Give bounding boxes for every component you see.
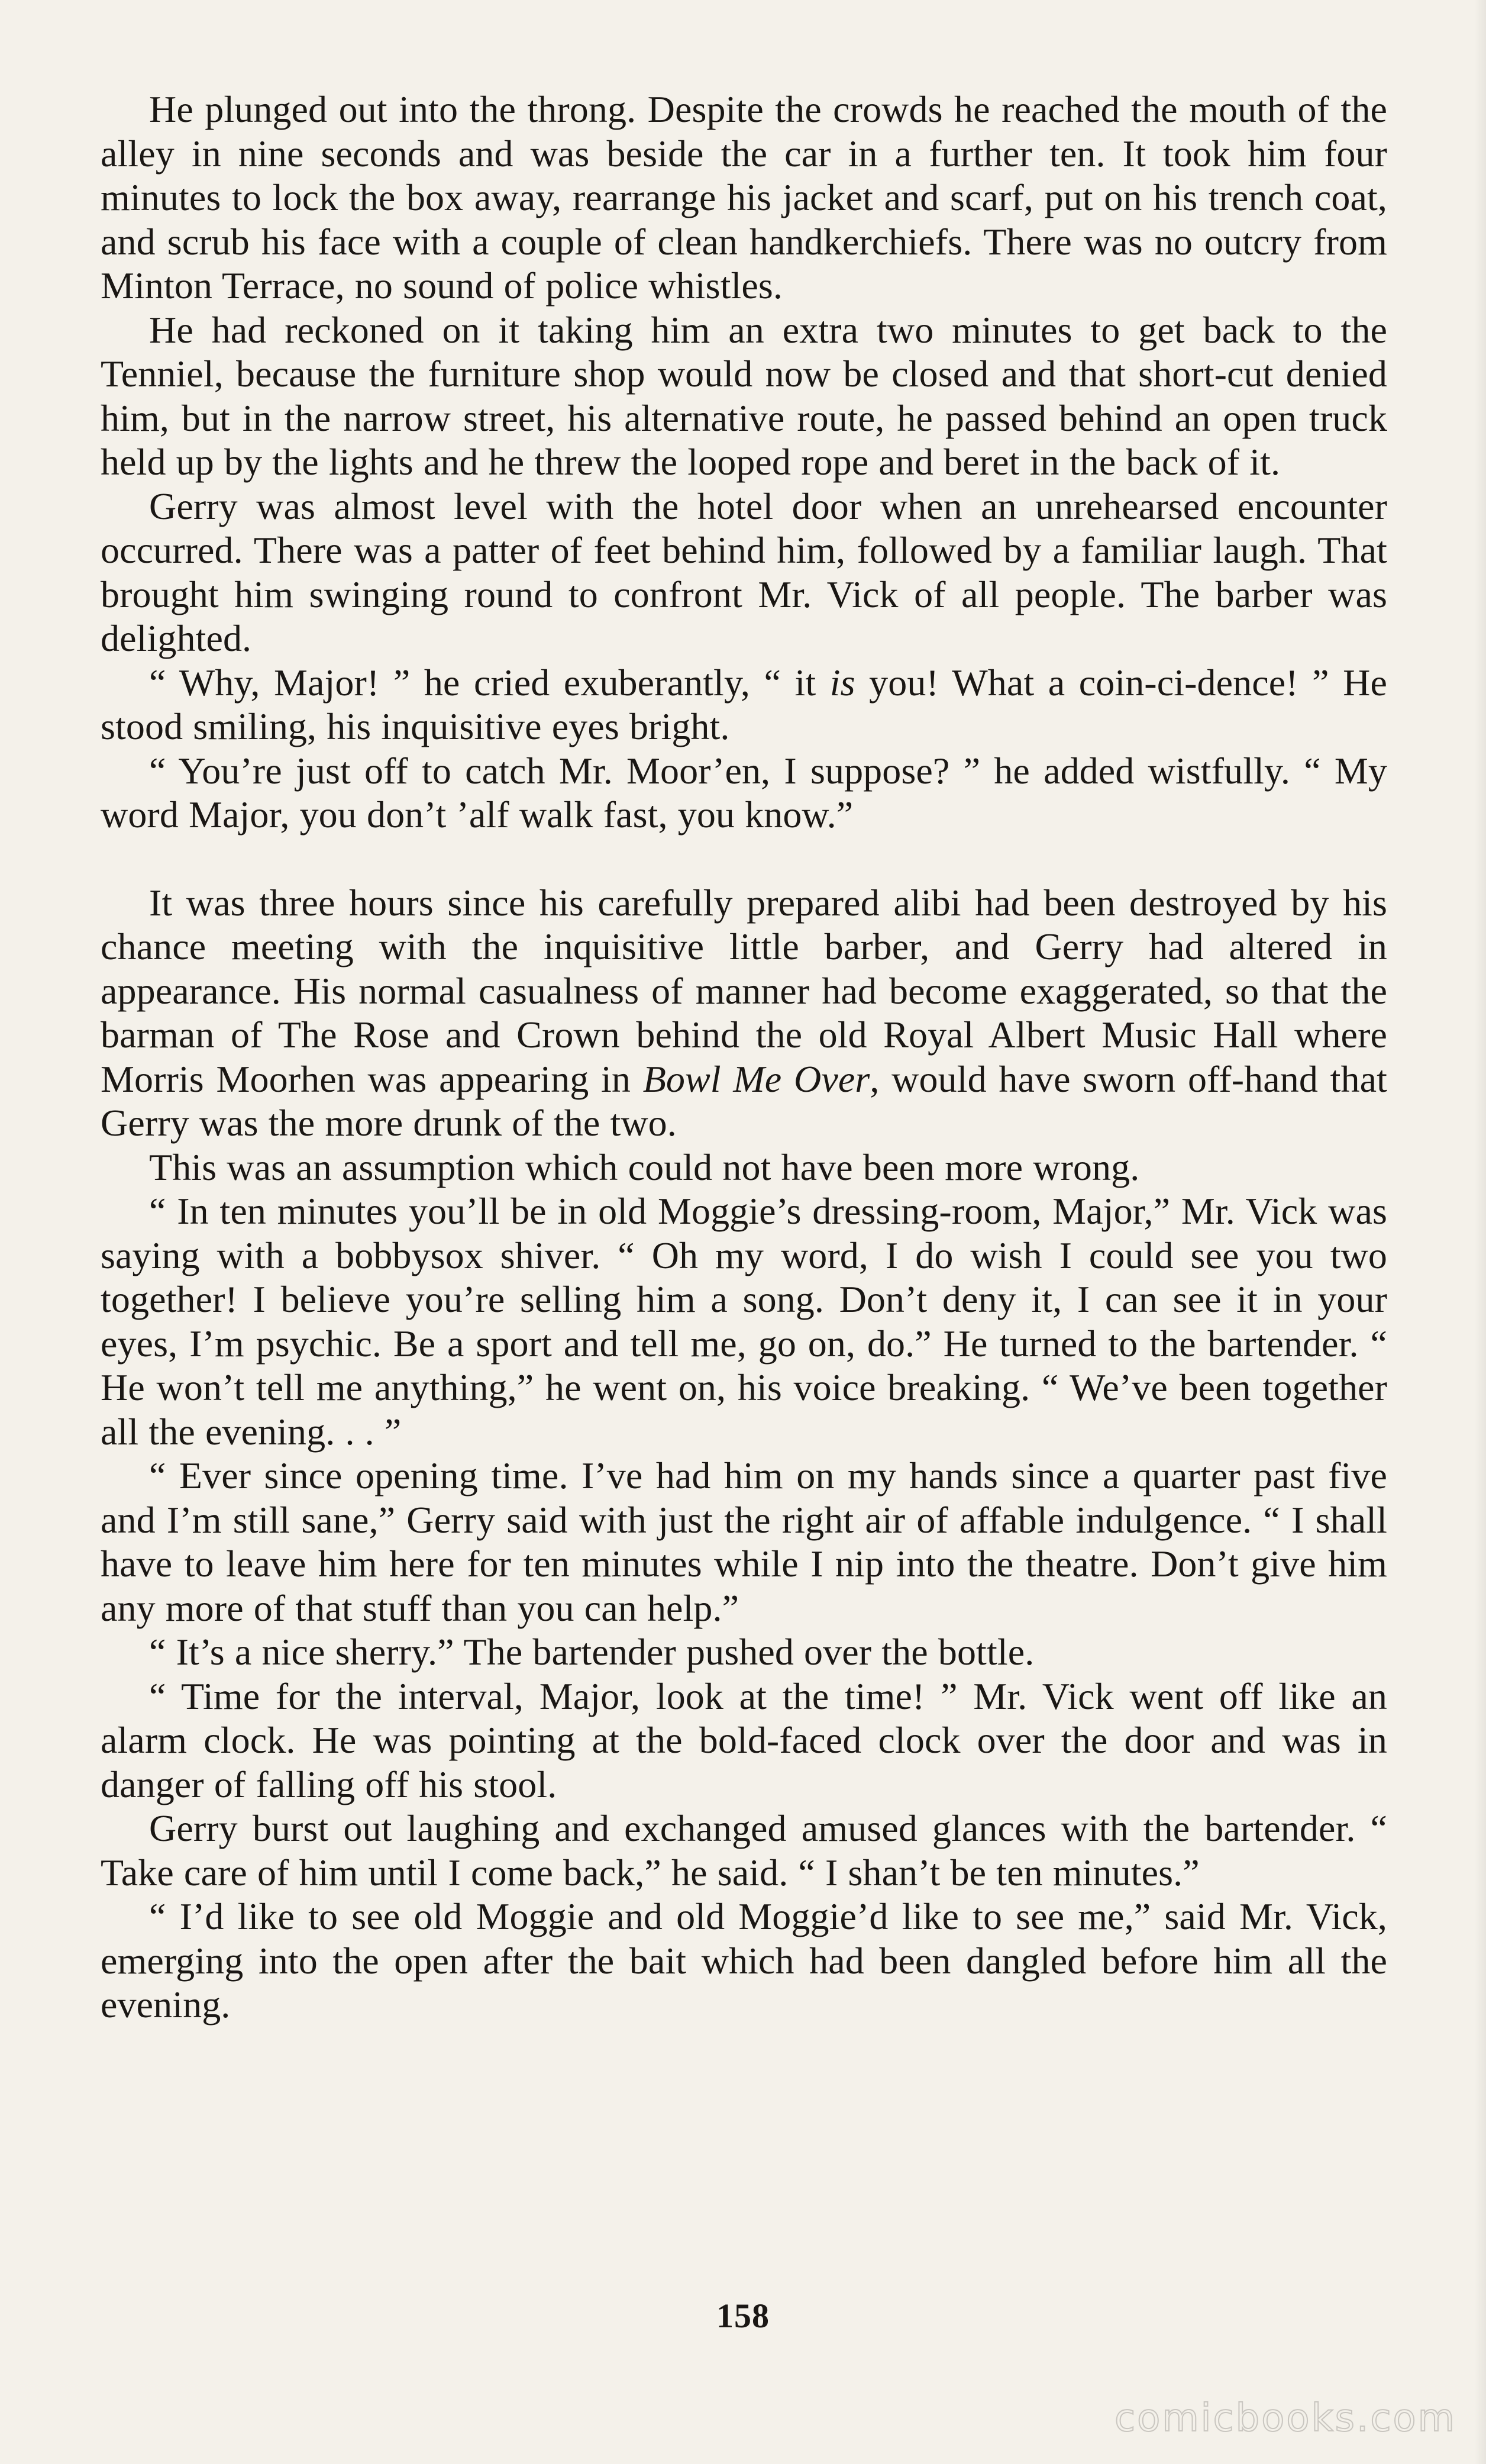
- paragraph: “ You’re just off to catch Mr. Moor’en, I suppose? ” he added wistfully. “ My word Major, you don’t ’alf walk fast, you know.”: [101, 749, 1387, 836]
- paragraph: “ In ten minutes you’ll be in old Moggie’s dressing-room, Major,” Mr. Vick was saying with a bobbysox shiver. “ Oh my word, I do wish I could see you two together! I believe you’re selling him a song. Don’t deny it, I can see it in your eyes, I’m psychic. Be a sport and tell me, go on, do.” He turned to the bartender. “ He won’t tell me anything,” he went on, his voice breaking. “ We’ve been together all the evening. . . ”: [101, 1190, 1387, 1453]
- paragraph: He had reckoned on it taking him an extra two minutes to get back to the Tenniel, because the furniture shop would now be closed and that short-cut denied him, but in the narrow street, his alternative route, he passed behind an open truck held up by the lights and he threw the looped rope and beret in the back of it.: [101, 308, 1387, 483]
- paragraph: “ Ever since opening time. I’ve had him on my hands since a quarter past five and I’m still sane,” Gerry said with just the right air of affable indulgence. “ I shall have to leave him here for ten minutes while I nip into the theatre. Don’t give him any more of that stuff than you can help.”: [101, 1454, 1387, 1629]
- paragraph: He plunged out into the throng. Despite the crowds he reached the mouth of the alley in nine seconds and was beside the car in a further ten. It took him four minutes to lock the box away, rearrange his jacket and scarf, put on his trench coat, and scrub his face with a couple of clean handkerchiefs. There was no outcry from Minton Terrace, no sound of police whistles.: [101, 88, 1387, 307]
- page-number: 158: [716, 2297, 770, 2335]
- paragraph: “ I’d like to see old Moggie and old Moggie’d like to see me,” said Mr. Vick, emerging into the open after the bait which had been dangled before him all the evening.: [101, 1895, 1387, 2026]
- text-run: It was three hours since his carefully prepared alibi had been destroyed by his chance meeting with the inquisitive little barber, and Gerry had altered in appearance. His normal casualness of manner had become exaggerated, so that the barman of The Rose and Crown behind the old Royal Albert Music Hall where Morris Moorhen was appearing in: [101, 881, 1387, 1100]
- page-edge-shadow: [1474, 0, 1486, 2464]
- paragraph: [101, 661, 1387, 749]
- paragraph: This was an assumption which could not have been more wrong.: [149, 1146, 1140, 1188]
- paragraph: Gerry was almost level with the hotel door when an unrehearsed encounter occurred. There was a patter of feet behind him, followed by a familiar laugh. That brought him swinging round to confront Mr. Vick of all people. The barber was delighted.: [101, 485, 1387, 659]
- paragraph: “ Time for the interval, Major, look at the time! ” Mr. Vick went off like an alarm clock. He was pointing at the bold-faced clock over the door and was in danger of falling off his stool.: [101, 1675, 1387, 1805]
- paragraph: “ It’s a nice sherry.” The bartender pushed over the bottle.: [149, 1631, 1035, 1673]
- italic-text: is: [829, 661, 855, 704]
- text-run: you! What a coin-ci-dence! ” He stood smiling, his inquisitive eyes bright.: [101, 661, 1387, 747]
- paragraph: [101, 881, 1387, 1146]
- paragraph: Gerry burst out laughing and exchanged amused glances with the bartender. “ Take care of him until I come back,” he said. “ I shan’t be ten minutes.”: [101, 1807, 1387, 1894]
- watermark-logo: comicbooks.com: [1114, 2397, 1456, 2440]
- book-page-body: [101, 88, 1387, 2027]
- text-run: “ Why, Major! ” he cried exuberantly, “ it: [149, 661, 830, 704]
- text-run: , would have sworn off-hand that Gerry was the more drunk of the two.: [101, 1057, 1388, 1144]
- italic-title: Bowl Me Over: [642, 1057, 870, 1100]
- section-break: [101, 837, 1387, 881]
